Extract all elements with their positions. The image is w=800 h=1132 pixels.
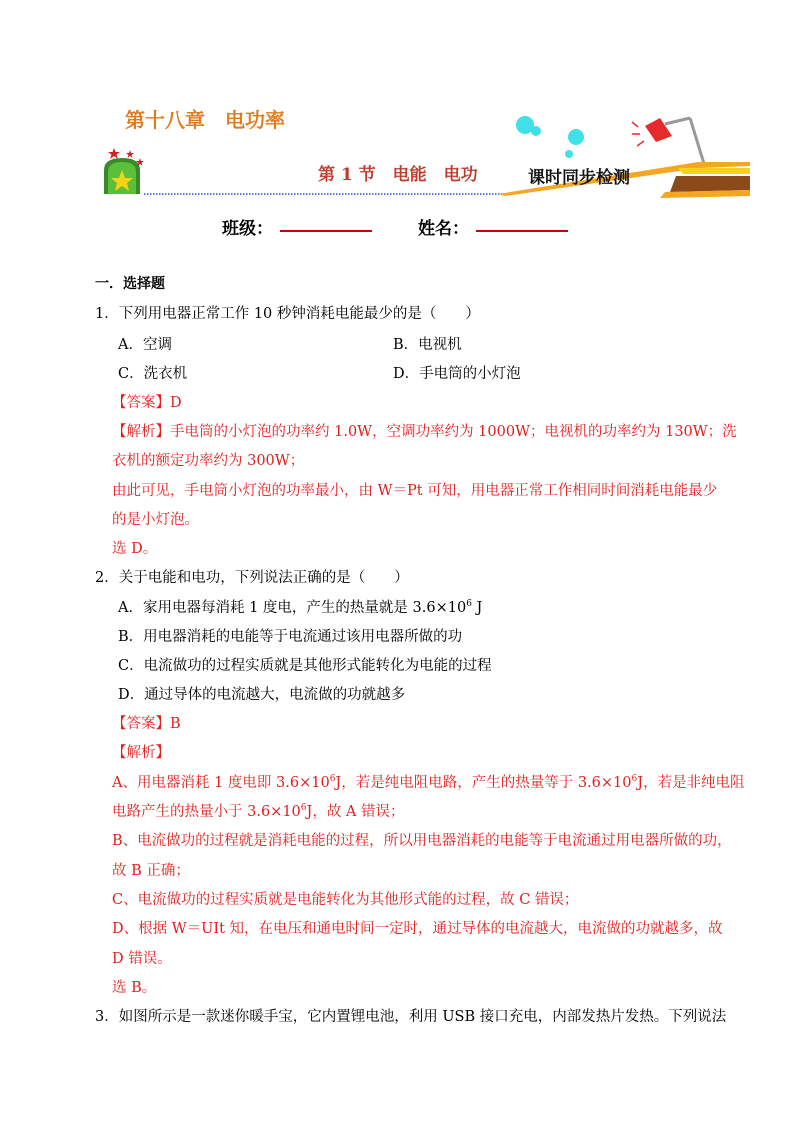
q2-stem: 2．关于电能和电功，下列说法正确的是（ ） bbox=[95, 570, 409, 586]
sync-test-badge: 课时同步检测 bbox=[528, 168, 630, 188]
q3-stem: 3．如图所示是一款迷你暖手宝，它内置锂电池，利用 USB 接口充电，内部发热片发热。下列说法 bbox=[95, 1009, 727, 1025]
q1-option-c: C．洗衣机 bbox=[118, 366, 188, 382]
q1-explanation-line: 选 D。 bbox=[112, 541, 158, 557]
name-label: 姓名： bbox=[418, 219, 469, 239]
name-blank[interactable] bbox=[476, 230, 568, 232]
q2-explanation-line: A、用电器消耗 1 度电即 $3.6\times 10^6J$，若是纯电阻电路，产生的热量等于 $3.6\times 10^6J$，若是非纯电阻 bbox=[112, 774, 745, 791]
q1-explanation-line: 的是小灯泡。 bbox=[112, 512, 199, 528]
q1-explanation-line: 由此可见，手电筒小灯泡的功率最小，由 W＝Pt 可知，用电器正常工作相同时间消耗电能最少 bbox=[112, 483, 718, 499]
q2-explanation-line: D 错误。 bbox=[112, 951, 172, 967]
q1-explanation-line: 【解析】手电筒的小灯泡的功率约 1.0W，空调功率约为 1000W；电视机的功率约为 130W；洗 bbox=[112, 424, 737, 440]
q2-option-b: B．用电器消耗的电能等于电流通过该用电器所做的功 bbox=[118, 629, 463, 645]
desk-lamp-icon bbox=[632, 118, 705, 167]
q1-explanation-line: 衣机的额定功率约为 300W； bbox=[112, 453, 305, 469]
q2-option-c: C．电流做功的过程实质就是其他形式能转化为电能的过程 bbox=[118, 658, 492, 674]
section-heading: 一．选择题 bbox=[95, 276, 165, 292]
bubbles-icon bbox=[516, 116, 584, 158]
q2-explanation-line: B、电流做功的过程就是消耗电能的过程，所以用电器消耗的电能等于电流通过用电器所做的功， bbox=[112, 833, 732, 849]
class-blank[interactable] bbox=[280, 230, 372, 232]
q1-option-d: D．手电筒的小灯泡 bbox=[393, 366, 521, 382]
q2-answer: 【答案】B bbox=[112, 716, 181, 732]
q1-option-b: B．电视机 bbox=[393, 337, 462, 353]
q2-explanation-line: D、根据 W＝UIt 知，在电压和通电时间一定时，通过导体的电流越大，电流做的功就越多，故 bbox=[112, 921, 723, 937]
q2-explanation-line: 电路产生的热量小于 $3.6\times 10^6J$，故 A 错误； bbox=[112, 803, 405, 820]
q2-analysis-label: 【解析】 bbox=[112, 745, 170, 761]
q2-explanation-line: 选 B。 bbox=[112, 980, 157, 996]
q2-option-a: A．家用电器每消耗 1 度电，产生的热量就是 $3.6\times 10^6$ J bbox=[118, 599, 483, 616]
q1-answer: 【答案】D bbox=[112, 395, 182, 411]
chapter-title: 第十八章 电功率 bbox=[125, 108, 285, 132]
house-icon bbox=[104, 148, 144, 194]
section-title: 第 1 节 电能 电功 bbox=[318, 165, 478, 185]
header-banner bbox=[100, 112, 750, 202]
q2-explanation-line: C、电流做功的过程实质就是电能转化为其他形式能的过程，故 C 错误； bbox=[112, 892, 579, 908]
q2-explanation-line: 故 B 正确； bbox=[112, 863, 190, 879]
q2-option-d: D．通过导体的电流越大，电流做的功就越多 bbox=[118, 687, 406, 703]
q1-stem: 1．下列用电器正常工作 10 秒钟消耗电能最少的是（ ） bbox=[95, 306, 480, 322]
q1-option-a: A．空调 bbox=[118, 337, 172, 353]
class-label: 班级： bbox=[222, 219, 273, 239]
